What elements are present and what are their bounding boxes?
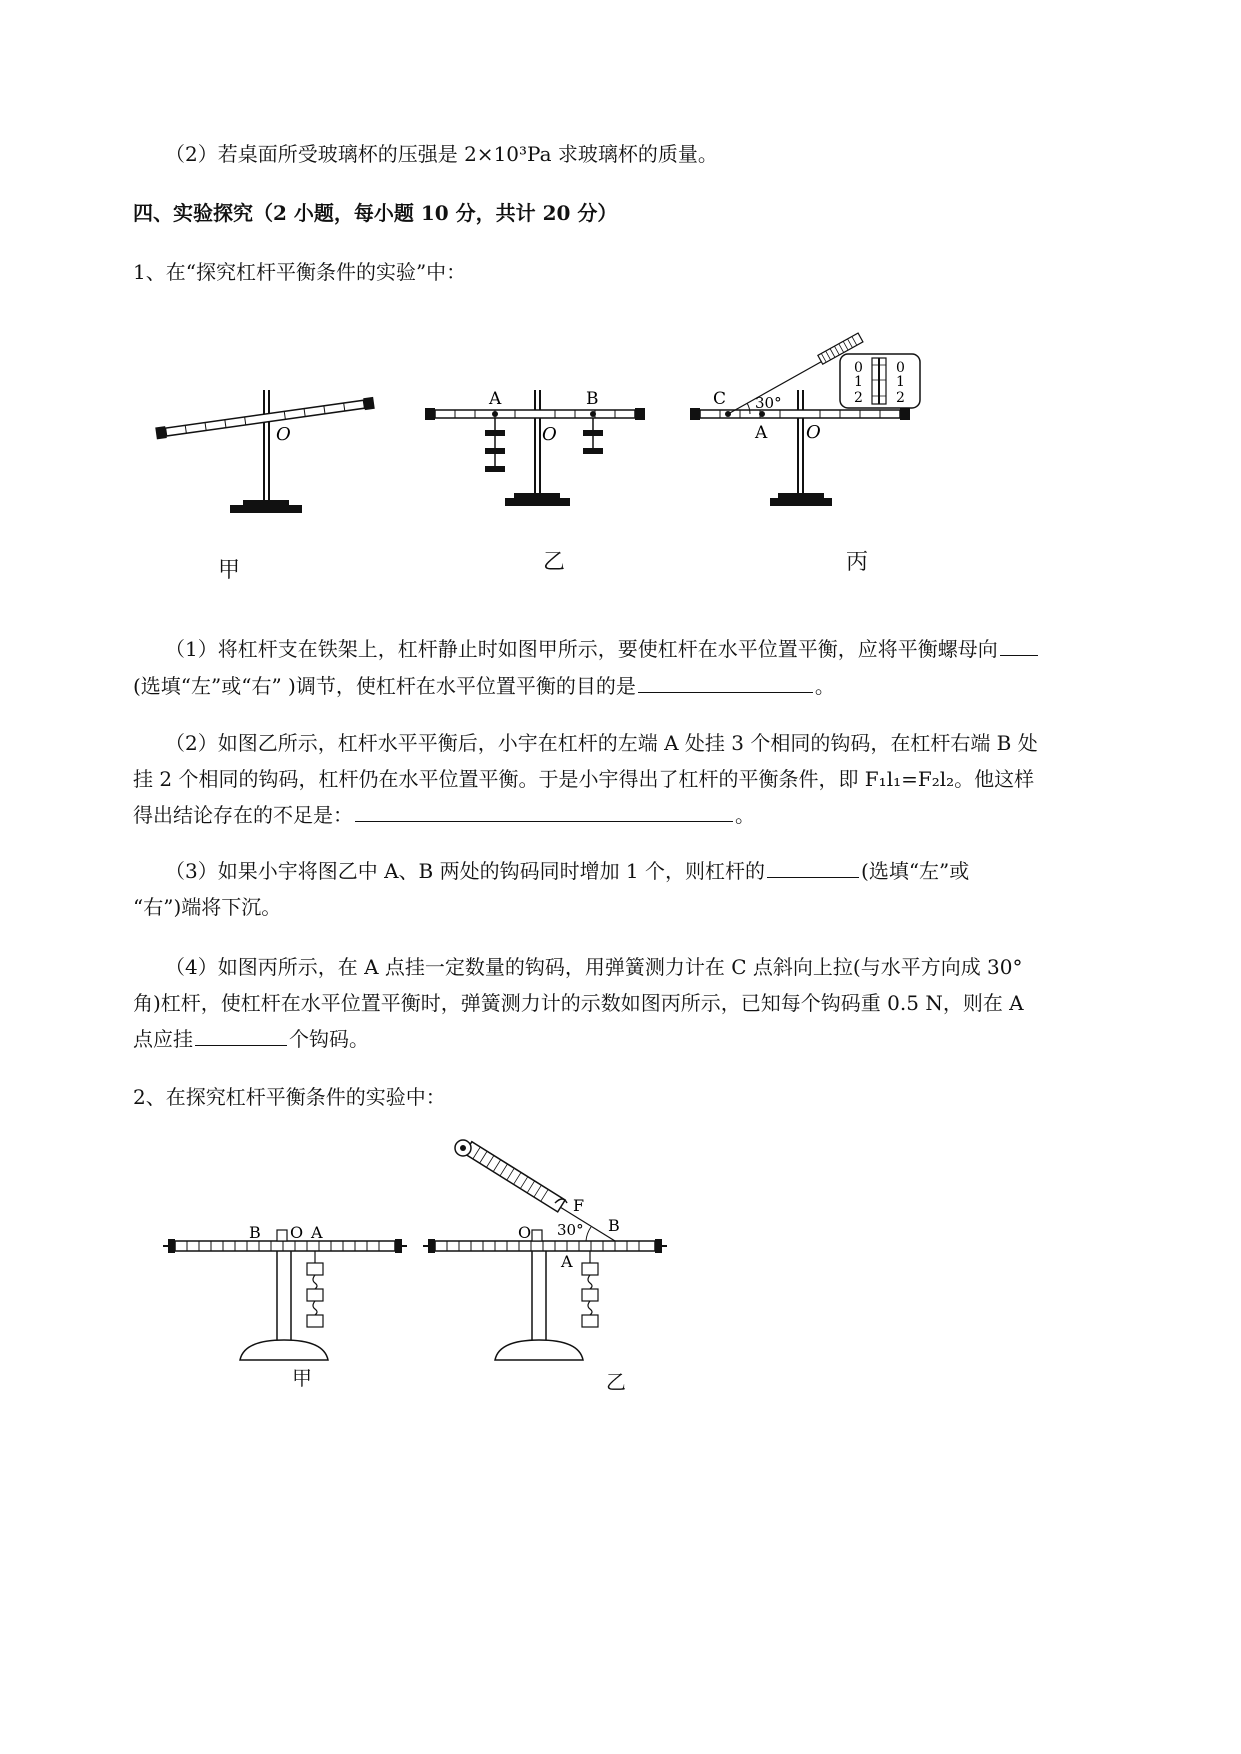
q1-part1-line2: (选填“左”或“右” )调节，使杠杆在水平位置平衡的目的是 。 — [133, 674, 835, 698]
question-1-title: 1、在“探究杠杆平衡条件的实验”中： — [133, 260, 467, 284]
label-C-bing: C — [713, 389, 727, 409]
lever-jia — [155, 390, 375, 513]
scale-1-right: 1 — [896, 374, 905, 390]
caption2-yi: 乙 — [606, 1370, 626, 1394]
label2-O-yi: O — [518, 1223, 532, 1242]
answer-blank-2[interactable] — [638, 672, 813, 693]
question-2-title: 2、在探究杠杆平衡条件的实验中： — [133, 1085, 446, 1109]
answer-blank-3[interactable] — [355, 801, 733, 822]
section-heading: 四、实验探究（2 小题，每小题 10 分，共计 20 分） — [133, 201, 618, 225]
lever2-yi — [423, 1140, 667, 1360]
label2-B-yi: B — [608, 1216, 620, 1235]
caption-yi: 乙 — [543, 550, 566, 575]
label2-O-jia: O — [290, 1223, 304, 1242]
scale-2-right: 2 — [896, 390, 905, 406]
scale-2-left: 2 — [854, 390, 863, 406]
label2-B-jia: B — [249, 1223, 261, 1242]
question-2-part: （2）若桌面所受玻璃杯的压强是 2×10³Pa 求玻璃杯的质量。 — [165, 142, 718, 166]
q1-part3-line2: “右”)端将下沉。 — [133, 895, 282, 919]
label-A-bing: A — [755, 423, 768, 443]
lever-bing — [690, 333, 920, 506]
answer-blank-1[interactable] — [1000, 635, 1038, 656]
lever2-jia — [163, 1223, 407, 1360]
label2-A-yi: A — [561, 1252, 573, 1271]
scale-0-left: 0 — [854, 360, 863, 376]
label-A-yi: A — [489, 389, 502, 409]
answer-blank-4[interactable] — [767, 857, 859, 878]
lever-yi — [425, 389, 645, 506]
answer-blank-5[interactable] — [195, 1025, 287, 1046]
q1-part2-line2: 挂 2 个相同的钩码，杠杆仍在水平位置平衡。于是小宇得出了杠杆的平衡条件，即 F₁l₁=F₂l₂。他这样 — [133, 767, 1035, 791]
q1-part2-line1: （2）如图乙所示，杠杆水平平衡后，小宇在杠杆的左端 A 处挂 3 个相同的钩码，在杠杆右端 B 处 — [165, 731, 1038, 755]
label-O-bing: O — [806, 422, 821, 443]
caption-jia: 甲 — [218, 558, 241, 583]
scale-1-left: 1 — [854, 374, 863, 390]
q1-part3-line1: （3）如果小宇将图乙中 A、B 两处的钩码同时增加 1 个，则杠杆的 (选填“左”或 — [165, 859, 970, 883]
label-O-yi: O — [542, 424, 557, 445]
angle-bing: 30° — [755, 394, 782, 412]
caption-bing: 丙 — [846, 550, 869, 575]
q1-part4-line1: （4）如图丙所示，在 A 点挂一定数量的钩码，用弹簧测力计在 C 点斜向上拉(与水平方向成 30° — [165, 955, 1023, 979]
q1-part1-line1: （1）将杠杆支在铁架上，杠杆静止时如图甲所示，要使杠杆在水平位置平衡，应将平衡螺母向 — [165, 635, 1040, 663]
scale-0-right: 0 — [896, 360, 905, 376]
label2-F-yi: F — [573, 1196, 585, 1215]
angle2-yi: 30° — [557, 1221, 584, 1239]
label2-A-jia: A — [311, 1223, 323, 1242]
label-O-jia: O — [276, 424, 291, 445]
q1-part4-line3: 点应挂 个钩码。 — [133, 1027, 369, 1051]
label-B-yi: B — [586, 389, 599, 409]
q1-part2-line3: 得出结论存在的不足是： 。 — [133, 803, 755, 827]
figure-2-levers — [160, 1135, 680, 1385]
caption2-jia: 甲 — [292, 1366, 312, 1390]
q1-part4-line2: 角)杠杆，使杠杆在水平位置平衡时，弹簧测力计的示数如图丙所示，已知每个钩码重 0.5 N，则在 A — [133, 991, 1024, 1015]
